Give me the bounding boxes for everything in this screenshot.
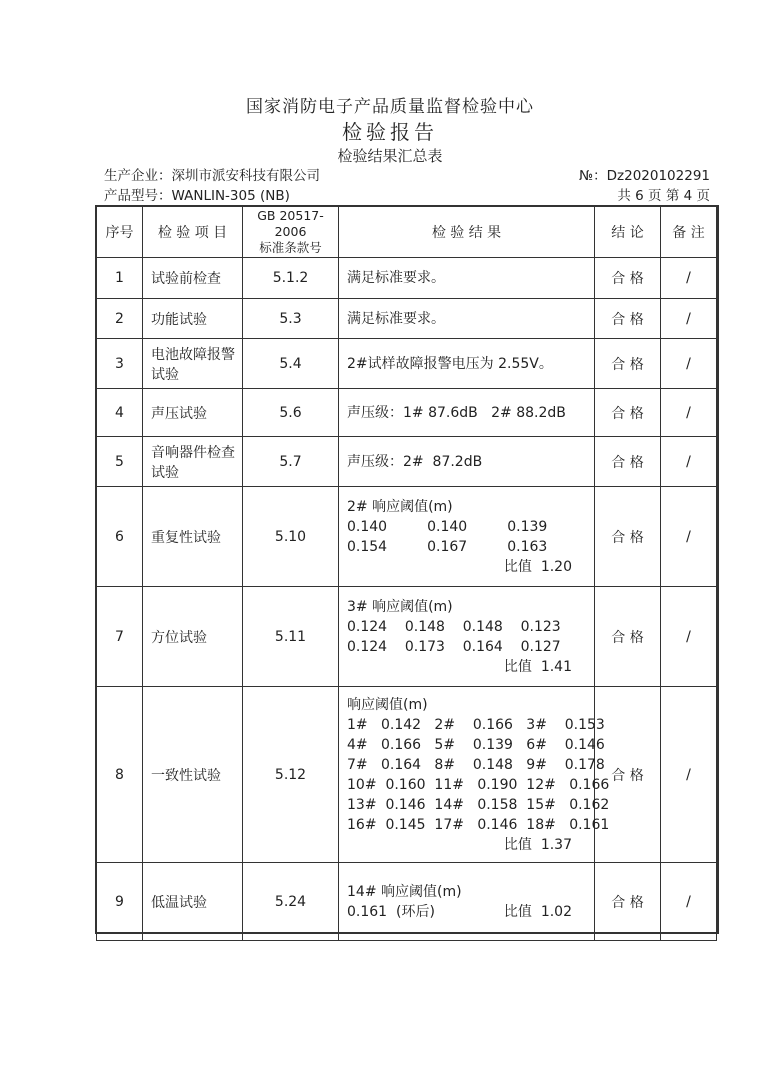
cell-remark: / xyxy=(661,339,717,389)
cell-result xyxy=(339,487,595,587)
table-row xyxy=(97,487,717,587)
summary-title: 检验结果汇总表 xyxy=(337,147,443,165)
cell-no: 6 xyxy=(97,487,143,587)
cell-remark: / xyxy=(661,687,717,863)
result-line: 0.154 0.167 0.163 xyxy=(347,538,548,555)
cell-clause: 5.3 xyxy=(243,299,339,339)
result-line: 2#试样故障报警电压为 2.55V。 xyxy=(347,355,553,372)
cell-clause: 5.12 xyxy=(243,687,339,863)
result-line: 1# 0.142 2# 0.166 3# 0.153 xyxy=(347,716,605,733)
cell-clause: 5.1.2 xyxy=(243,258,339,299)
cell-item: 方位试验 xyxy=(143,587,243,687)
cell-remark: / xyxy=(661,437,717,487)
cell-no: 1 xyxy=(97,258,143,299)
cell-conclusion: 合 格 xyxy=(595,339,661,389)
cell-clause: 5.24 xyxy=(243,863,339,941)
page-count: 共 6 页 第 4 页 xyxy=(617,188,710,204)
result-line xyxy=(347,902,586,922)
cell-remark: / xyxy=(661,299,717,339)
result-line: 响应阈值(m) xyxy=(347,696,428,713)
cell-clause: 5.4 xyxy=(243,339,339,389)
result-line: 16# 0.145 17# 0.146 18# 0.161 xyxy=(347,816,610,833)
table-row xyxy=(97,258,717,299)
col-header-no: 序号 xyxy=(97,207,143,258)
cell-no: 8 xyxy=(97,687,143,863)
table-row xyxy=(97,389,717,437)
cell-remark: / xyxy=(661,389,717,437)
result-line: 14# 响应阈值(m) xyxy=(347,883,462,900)
table-row xyxy=(97,299,717,339)
cell-result xyxy=(339,299,595,339)
table-header-row xyxy=(97,207,717,258)
cell-no: 2 xyxy=(97,299,143,339)
cell-no: 9 xyxy=(97,863,143,941)
col-header-clause xyxy=(243,207,339,258)
table-row xyxy=(97,587,717,687)
cell-no: 7 xyxy=(97,587,143,687)
result-line: 满足标准要求。 xyxy=(347,310,445,327)
cell-no: 4 xyxy=(97,389,143,437)
cell-no: 3 xyxy=(97,339,143,389)
cell-result xyxy=(339,863,595,941)
result-line: 4# 0.166 5# 0.139 6# 0.146 xyxy=(347,736,605,753)
result-line: 0.124 0.173 0.164 0.127 xyxy=(347,638,561,655)
cell-conclusion: 合 格 xyxy=(595,487,661,587)
col-header-item: 检 验 项 目 xyxy=(143,207,243,258)
cell-conclusion: 合 格 xyxy=(595,299,661,339)
cell-result xyxy=(339,258,595,299)
cell-result xyxy=(339,437,595,487)
cell-conclusion: 合 格 xyxy=(595,687,661,863)
cell-conclusion: 合 格 xyxy=(595,389,661,437)
result-line: 10# 0.160 11# 0.190 12# 0.166 xyxy=(347,776,610,793)
cell-conclusion: 合 格 xyxy=(595,258,661,299)
cell-item: 重复性试验 xyxy=(143,487,243,587)
col-header-result: 检 验 结 果 xyxy=(339,207,595,258)
ratio-value: 比值 1.37 xyxy=(503,836,572,853)
table-row xyxy=(97,437,717,487)
cell-conclusion: 合 格 xyxy=(595,863,661,941)
cell-remark: / xyxy=(661,587,717,687)
cell-clause: 5.10 xyxy=(243,487,339,587)
result-line: 声压级：2# 87.2dB xyxy=(347,453,483,470)
clause-header-line1: GB 20517-2006 xyxy=(257,208,324,239)
cell-no: 5 xyxy=(97,437,143,487)
cell-item: 一致性试验 xyxy=(143,687,243,863)
cell-conclusion: 合 格 xyxy=(595,437,661,487)
model-line: 产品型号：WANLIN-305 (NB) xyxy=(104,188,290,204)
org-name: 国家消防电子产品质量监督检验中心 xyxy=(246,97,534,117)
cell-conclusion: 合 格 xyxy=(595,587,661,687)
cell-item: 电池故障报警试验 xyxy=(143,339,243,389)
ratio-value: 比值 1.20 xyxy=(503,558,572,575)
cell-clause: 5.11 xyxy=(243,587,339,687)
result-line: 3# 响应阈值(m) xyxy=(347,598,453,615)
cell-result xyxy=(339,587,595,687)
cell-item: 低温试验 xyxy=(143,863,243,941)
result-line: 7# 0.164 8# 0.148 9# 0.178 xyxy=(347,756,605,773)
cell-clause: 5.6 xyxy=(243,389,339,437)
ratio-value: 比值 1.02 xyxy=(503,903,572,920)
clause-header-line2: 标准条款号 xyxy=(259,240,322,255)
cell-clause: 5.7 xyxy=(243,437,339,487)
cell-result xyxy=(339,389,595,437)
result-line: 2# 响应阈值(m) xyxy=(347,498,453,515)
results-table xyxy=(96,206,717,941)
table-row xyxy=(97,863,717,941)
cell-item: 试验前检查 xyxy=(143,258,243,299)
result-line: 13# 0.146 14# 0.158 15# 0.162 xyxy=(347,796,610,813)
result-line: 0.124 0.148 0.148 0.123 xyxy=(347,618,561,635)
result-line: 声压级：1# 87.6dB 2# 88.2dB xyxy=(347,404,566,421)
cell-result xyxy=(339,687,610,863)
cell-remark: / xyxy=(661,487,717,587)
result-line: 0.140 0.140 0.139 xyxy=(347,518,548,535)
result-after-test: 0.161 (环后) xyxy=(347,903,435,920)
cell-item: 功能试验 xyxy=(143,299,243,339)
cell-item: 音响器件检查试验 xyxy=(143,437,243,487)
cell-remark: / xyxy=(661,863,717,941)
col-header-remark: 备 注 xyxy=(661,207,717,258)
report-title: 检验报告 xyxy=(342,120,438,144)
cell-remark: / xyxy=(661,258,717,299)
result-line: 满足标准要求。 xyxy=(347,270,445,286)
report-number: №：Dz2020102291 xyxy=(579,168,710,184)
cell-item: 声压试验 xyxy=(143,389,243,437)
table-row xyxy=(97,339,717,389)
col-header-conclusion: 结 论 xyxy=(595,207,661,258)
cell-result xyxy=(339,339,595,389)
ratio-value: 比值 1.41 xyxy=(503,658,572,675)
company-line: 生产企业：深圳市派安科技有限公司 xyxy=(104,168,320,184)
table-row xyxy=(97,687,717,863)
